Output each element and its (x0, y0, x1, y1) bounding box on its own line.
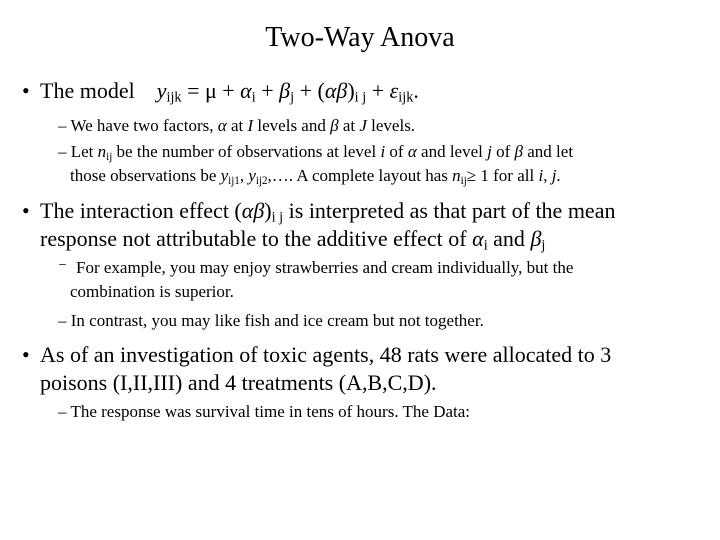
sub-two-factors: – We have two factors, α at I levels and β at J levels. (58, 116, 416, 135)
sub-response: – The response was survival time in tens of hours. The Data: (58, 402, 471, 421)
sub-strawberries: ⁻ For example, you may enjoy strawberries and cream individually, but the (58, 258, 574, 277)
model-formula: $y_{ijk} = \mu + \alpha_i + \beta_j + (\alpha\beta)_{i j} + \varepsilon_{ijk}$. (156, 78, 419, 106)
slide-title: Two-Way Anova (265, 22, 455, 53)
model-label: The model (40, 78, 135, 103)
sub-observations-cont: those observations be $y_{ij1}$, $y_{ij2},\dots$. A complete layout has $n_{ij}\ge 1$ for all i, j. (70, 166, 561, 187)
bullet-model (22, 78, 419, 107)
bullet-marker: • (22, 78, 30, 103)
sub-strawberries-cont: combination is superior. (70, 282, 234, 301)
bullet-rats-cont: poisons (I,II,III) and 4 treatments (A,B,C,D). (40, 370, 437, 395)
bullet-rats: • As of an investigation of toxic agents, 48 rats were allocated to 3 (22, 342, 612, 367)
bullet-interaction-cont: response not attributable to the additive effect of $\alpha_i$ and $\beta_j$ (40, 226, 546, 254)
sub-fish: – In contrast, you may like fish and ice cream but not together. (58, 311, 484, 330)
bullet-interaction: • The interaction effect $(\alpha\beta)_{i j}$ is interpreted as that part of the mean (22, 198, 616, 226)
sub-observations: – Let $n_{ij}$ be the number of observations at level i of α and level j of β and let (58, 142, 574, 163)
